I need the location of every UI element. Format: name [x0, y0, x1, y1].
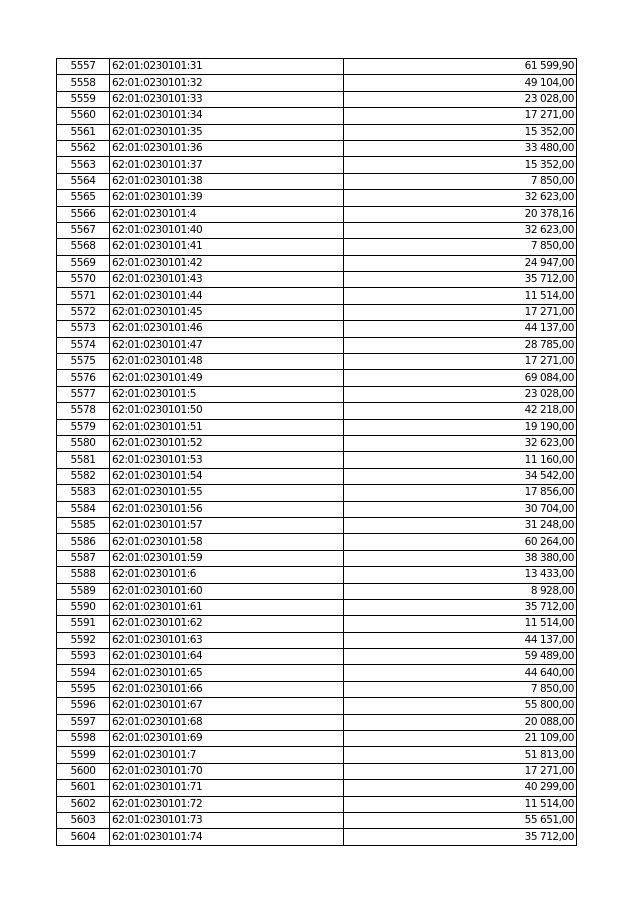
row-number-cell: 5574: [57, 337, 110, 353]
cadastral-value-cell: 51 813,00: [344, 747, 577, 763]
cadastral-number-cell: 62:01:0230101:54: [110, 468, 344, 484]
table-row: [57, 354, 577, 370]
cadastral-value-cell: 30 704,00: [344, 501, 577, 517]
cadastral-value-cell: 13 433,00: [344, 567, 577, 583]
row-number-cell: 5603: [57, 812, 110, 828]
row-number-cell: 5582: [57, 468, 110, 484]
cadastral-value-cell: 44 137,00: [344, 632, 577, 648]
row-number-cell: 5576: [57, 370, 110, 386]
row-number-cell: 5594: [57, 665, 110, 681]
cadastral-value-cell: 35 712,00: [344, 272, 577, 288]
cadastral-number-cell: 62:01:0230101:7: [110, 747, 344, 763]
cadastral-number-cell: 62:01:0230101:60: [110, 583, 344, 599]
cadastral-number-cell: 62:01:0230101:46: [110, 321, 344, 337]
table-row: [57, 337, 577, 353]
cadastral-value-cell: 32 623,00: [344, 190, 577, 206]
table-row: [57, 731, 577, 747]
cadastral-number-cell: 62:01:0230101:42: [110, 255, 344, 271]
cadastral-value-cell: 17 856,00: [344, 485, 577, 501]
row-number-cell: 5569: [57, 255, 110, 271]
cadastral-number-cell: 62:01:0230101:6: [110, 567, 344, 583]
cadastral-number-cell: 62:01:0230101:73: [110, 812, 344, 828]
row-number-cell: 5581: [57, 452, 110, 468]
cadastral-number-cell: 62:01:0230101:50: [110, 403, 344, 419]
cadastral-value-cell: 55 800,00: [344, 698, 577, 714]
table-row: [57, 173, 577, 189]
row-number-cell: 5596: [57, 698, 110, 714]
cadastral-value-cell: 17 271,00: [344, 108, 577, 124]
table-row: [57, 698, 577, 714]
table-row: [57, 222, 577, 238]
row-number-cell: 5560: [57, 108, 110, 124]
cadastral-number-cell: 62:01:0230101:43: [110, 272, 344, 288]
row-number-cell: 5590: [57, 599, 110, 615]
row-number-cell: 5564: [57, 173, 110, 189]
cadastral-number-cell: 62:01:0230101:71: [110, 780, 344, 796]
row-number-cell: 5557: [57, 59, 110, 75]
cadastral-number-cell: 62:01:0230101:41: [110, 239, 344, 255]
cadastral-value-cell: 34 542,00: [344, 468, 577, 484]
cadastral-value-cell: 69 084,00: [344, 370, 577, 386]
cadastral-value-cell: 11 514,00: [344, 288, 577, 304]
cadastral-number-cell: 62:01:0230101:74: [110, 829, 344, 845]
cadastral-number-cell: 62:01:0230101:63: [110, 632, 344, 648]
cadastral-number-cell: 62:01:0230101:64: [110, 649, 344, 665]
cadastral-number-cell: 62:01:0230101:37: [110, 157, 344, 173]
cadastral-value-cell: 20 088,00: [344, 714, 577, 730]
cadastral-number-cell: 62:01:0230101:51: [110, 419, 344, 435]
table-row: [57, 714, 577, 730]
cadastral-number-cell: 62:01:0230101:31: [110, 59, 344, 75]
row-number-cell: 5577: [57, 386, 110, 402]
cadastral-value-cell: 11 514,00: [344, 616, 577, 632]
row-number-cell: 5568: [57, 239, 110, 255]
row-number-cell: 5593: [57, 649, 110, 665]
row-number-cell: 5558: [57, 75, 110, 91]
table-body: [57, 59, 577, 846]
cadastral-number-cell: 62:01:0230101:38: [110, 173, 344, 189]
cadastral-value-cell: 44 640,00: [344, 665, 577, 681]
cadastral-number-cell: 62:01:0230101:67: [110, 698, 344, 714]
row-number-cell: 5587: [57, 550, 110, 566]
table-row: [57, 567, 577, 583]
table-row: [57, 108, 577, 124]
table-row: [57, 632, 577, 648]
cadastral-value-cell: 49 104,00: [344, 75, 577, 91]
cadastral-number-cell: 62:01:0230101:66: [110, 681, 344, 697]
cadastral-value-cell: 44 137,00: [344, 321, 577, 337]
row-number-cell: 5559: [57, 91, 110, 107]
cadastral-value-cell: 7 850,00: [344, 239, 577, 255]
table-row: [57, 452, 577, 468]
cadastral-number-cell: 62:01:0230101:56: [110, 501, 344, 517]
table-row: [57, 681, 577, 697]
cadastral-number-cell: 62:01:0230101:70: [110, 763, 344, 779]
table-row: [57, 370, 577, 386]
row-number-cell: 5589: [57, 583, 110, 599]
cadastral-value-cell: 33 480,00: [344, 140, 577, 156]
table-row: [57, 321, 577, 337]
cadastral-number-cell: 62:01:0230101:35: [110, 124, 344, 140]
row-number-cell: 5602: [57, 796, 110, 812]
table-row: [57, 190, 577, 206]
row-number-cell: 5570: [57, 272, 110, 288]
cadastral-number-cell: 62:01:0230101:72: [110, 796, 344, 812]
cadastral-number-cell: 62:01:0230101:5: [110, 386, 344, 402]
row-number-cell: 5585: [57, 517, 110, 533]
row-number-cell: 5579: [57, 419, 110, 435]
table-row: [57, 255, 577, 271]
row-number-cell: 5562: [57, 140, 110, 156]
row-number-cell: 5592: [57, 632, 110, 648]
cadastral-number-cell: 62:01:0230101:59: [110, 550, 344, 566]
cadastral-number-cell: 62:01:0230101:52: [110, 435, 344, 451]
row-number-cell: 5586: [57, 534, 110, 550]
table-row: [57, 780, 577, 796]
table-row: [57, 272, 577, 288]
cadastral-value-cell: 21 109,00: [344, 731, 577, 747]
cadastral-value-cell: 15 352,00: [344, 124, 577, 140]
table-row: [57, 288, 577, 304]
cadastral-number-cell: 62:01:0230101:49: [110, 370, 344, 386]
cadastral-number-cell: 62:01:0230101:62: [110, 616, 344, 632]
cadastral-number-cell: 62:01:0230101:53: [110, 452, 344, 468]
table-row: [57, 747, 577, 763]
cadastral-number-cell: 62:01:0230101:45: [110, 304, 344, 320]
table-row: [57, 665, 577, 681]
row-number-cell: 5600: [57, 763, 110, 779]
cadastral-number-cell: 62:01:0230101:34: [110, 108, 344, 124]
table-row: [57, 649, 577, 665]
cadastral-number-cell: 62:01:0230101:32: [110, 75, 344, 91]
cadastral-value-cell: 32 623,00: [344, 222, 577, 238]
table-row: [57, 616, 577, 632]
cadastral-value-cell: 38 380,00: [344, 550, 577, 566]
cadastral-value-cell: 32 623,00: [344, 435, 577, 451]
cadastral-value-cell: 31 248,00: [344, 517, 577, 533]
cadastral-number-cell: 62:01:0230101:58: [110, 534, 344, 550]
row-number-cell: 5584: [57, 501, 110, 517]
cadastral-value-cell: 40 299,00: [344, 780, 577, 796]
cadastral-value-cell: 35 712,00: [344, 829, 577, 845]
cadastral-number-cell: 62:01:0230101:65: [110, 665, 344, 681]
cadastral-value-cell: 55 651,00: [344, 812, 577, 828]
row-number-cell: 5588: [57, 567, 110, 583]
row-number-cell: 5598: [57, 731, 110, 747]
table-row: [57, 763, 577, 779]
cadastral-value-cell: 20 378,16: [344, 206, 577, 222]
cadastral-value-cell: 60 264,00: [344, 534, 577, 550]
row-number-cell: 5591: [57, 616, 110, 632]
table-row: [57, 501, 577, 517]
cadastral-value-cell: 59 489,00: [344, 649, 577, 665]
row-number-cell: 5563: [57, 157, 110, 173]
table-row: [57, 91, 577, 107]
row-number-cell: 5575: [57, 354, 110, 370]
row-number-cell: 5599: [57, 747, 110, 763]
cadastral-value-table: [56, 58, 577, 846]
table-row: [57, 534, 577, 550]
row-number-cell: 5597: [57, 714, 110, 730]
cadastral-value-cell: 17 271,00: [344, 304, 577, 320]
table-row: [57, 75, 577, 91]
cadastral-number-cell: 62:01:0230101:48: [110, 354, 344, 370]
cadastral-number-cell: 62:01:0230101:55: [110, 485, 344, 501]
cadastral-value-cell: 61 599,90: [344, 59, 577, 75]
row-number-cell: 5580: [57, 435, 110, 451]
table-row: [57, 59, 577, 75]
table-row: [57, 419, 577, 435]
cadastral-number-cell: 62:01:0230101:68: [110, 714, 344, 730]
table-row: [57, 157, 577, 173]
cadastral-number-cell: 62:01:0230101:69: [110, 731, 344, 747]
cadastral-value-cell: 35 712,00: [344, 599, 577, 615]
table-row: [57, 812, 577, 828]
row-number-cell: 5565: [57, 190, 110, 206]
table-row: [57, 304, 577, 320]
cadastral-number-cell: 62:01:0230101:39: [110, 190, 344, 206]
table-row: [57, 140, 577, 156]
cadastral-value-cell: 8 928,00: [344, 583, 577, 599]
cadastral-value-cell: 11 514,00: [344, 796, 577, 812]
table-row: [57, 468, 577, 484]
row-number-cell: 5571: [57, 288, 110, 304]
cadastral-value-cell: 42 218,00: [344, 403, 577, 419]
table-row: [57, 485, 577, 501]
table-row: [57, 796, 577, 812]
cadastral-number-cell: 62:01:0230101:4: [110, 206, 344, 222]
row-number-cell: 5583: [57, 485, 110, 501]
cadastral-number-cell: 62:01:0230101:47: [110, 337, 344, 353]
table-row: [57, 829, 577, 845]
table-row: [57, 239, 577, 255]
cadastral-value-cell: 11 160,00: [344, 452, 577, 468]
cadastral-number-cell: 62:01:0230101:33: [110, 91, 344, 107]
cadastral-number-cell: 62:01:0230101:40: [110, 222, 344, 238]
row-number-cell: 5601: [57, 780, 110, 796]
table-row: [57, 599, 577, 615]
row-number-cell: 5561: [57, 124, 110, 140]
cadastral-value-cell: 15 352,00: [344, 157, 577, 173]
row-number-cell: 5595: [57, 681, 110, 697]
row-number-cell: 5604: [57, 829, 110, 845]
cadastral-value-cell: 24 947,00: [344, 255, 577, 271]
cadastral-number-cell: 62:01:0230101:44: [110, 288, 344, 304]
row-number-cell: 5573: [57, 321, 110, 337]
table-row: [57, 403, 577, 419]
cadastral-value-cell: 28 785,00: [344, 337, 577, 353]
cadastral-value-cell: 23 028,00: [344, 386, 577, 402]
row-number-cell: 5566: [57, 206, 110, 222]
table-row: [57, 517, 577, 533]
cadastral-value-cell: 19 190,00: [344, 419, 577, 435]
cadastral-number-cell: 62:01:0230101:61: [110, 599, 344, 615]
table-row: [57, 550, 577, 566]
cadastral-value-cell: 23 028,00: [344, 91, 577, 107]
table-row: [57, 386, 577, 402]
row-number-cell: 5572: [57, 304, 110, 320]
row-number-cell: 5567: [57, 222, 110, 238]
table-row: [57, 435, 577, 451]
cadastral-number-cell: 62:01:0230101:57: [110, 517, 344, 533]
cadastral-value-cell: 7 850,00: [344, 173, 577, 189]
table-row: [57, 124, 577, 140]
table-row: [57, 583, 577, 599]
cadastral-value-cell: 17 271,00: [344, 354, 577, 370]
row-number-cell: 5578: [57, 403, 110, 419]
cadastral-value-cell: 7 850,00: [344, 681, 577, 697]
cadastral-value-cell: 17 271,00: [344, 763, 577, 779]
cadastral-number-cell: 62:01:0230101:36: [110, 140, 344, 156]
table-row: [57, 206, 577, 222]
